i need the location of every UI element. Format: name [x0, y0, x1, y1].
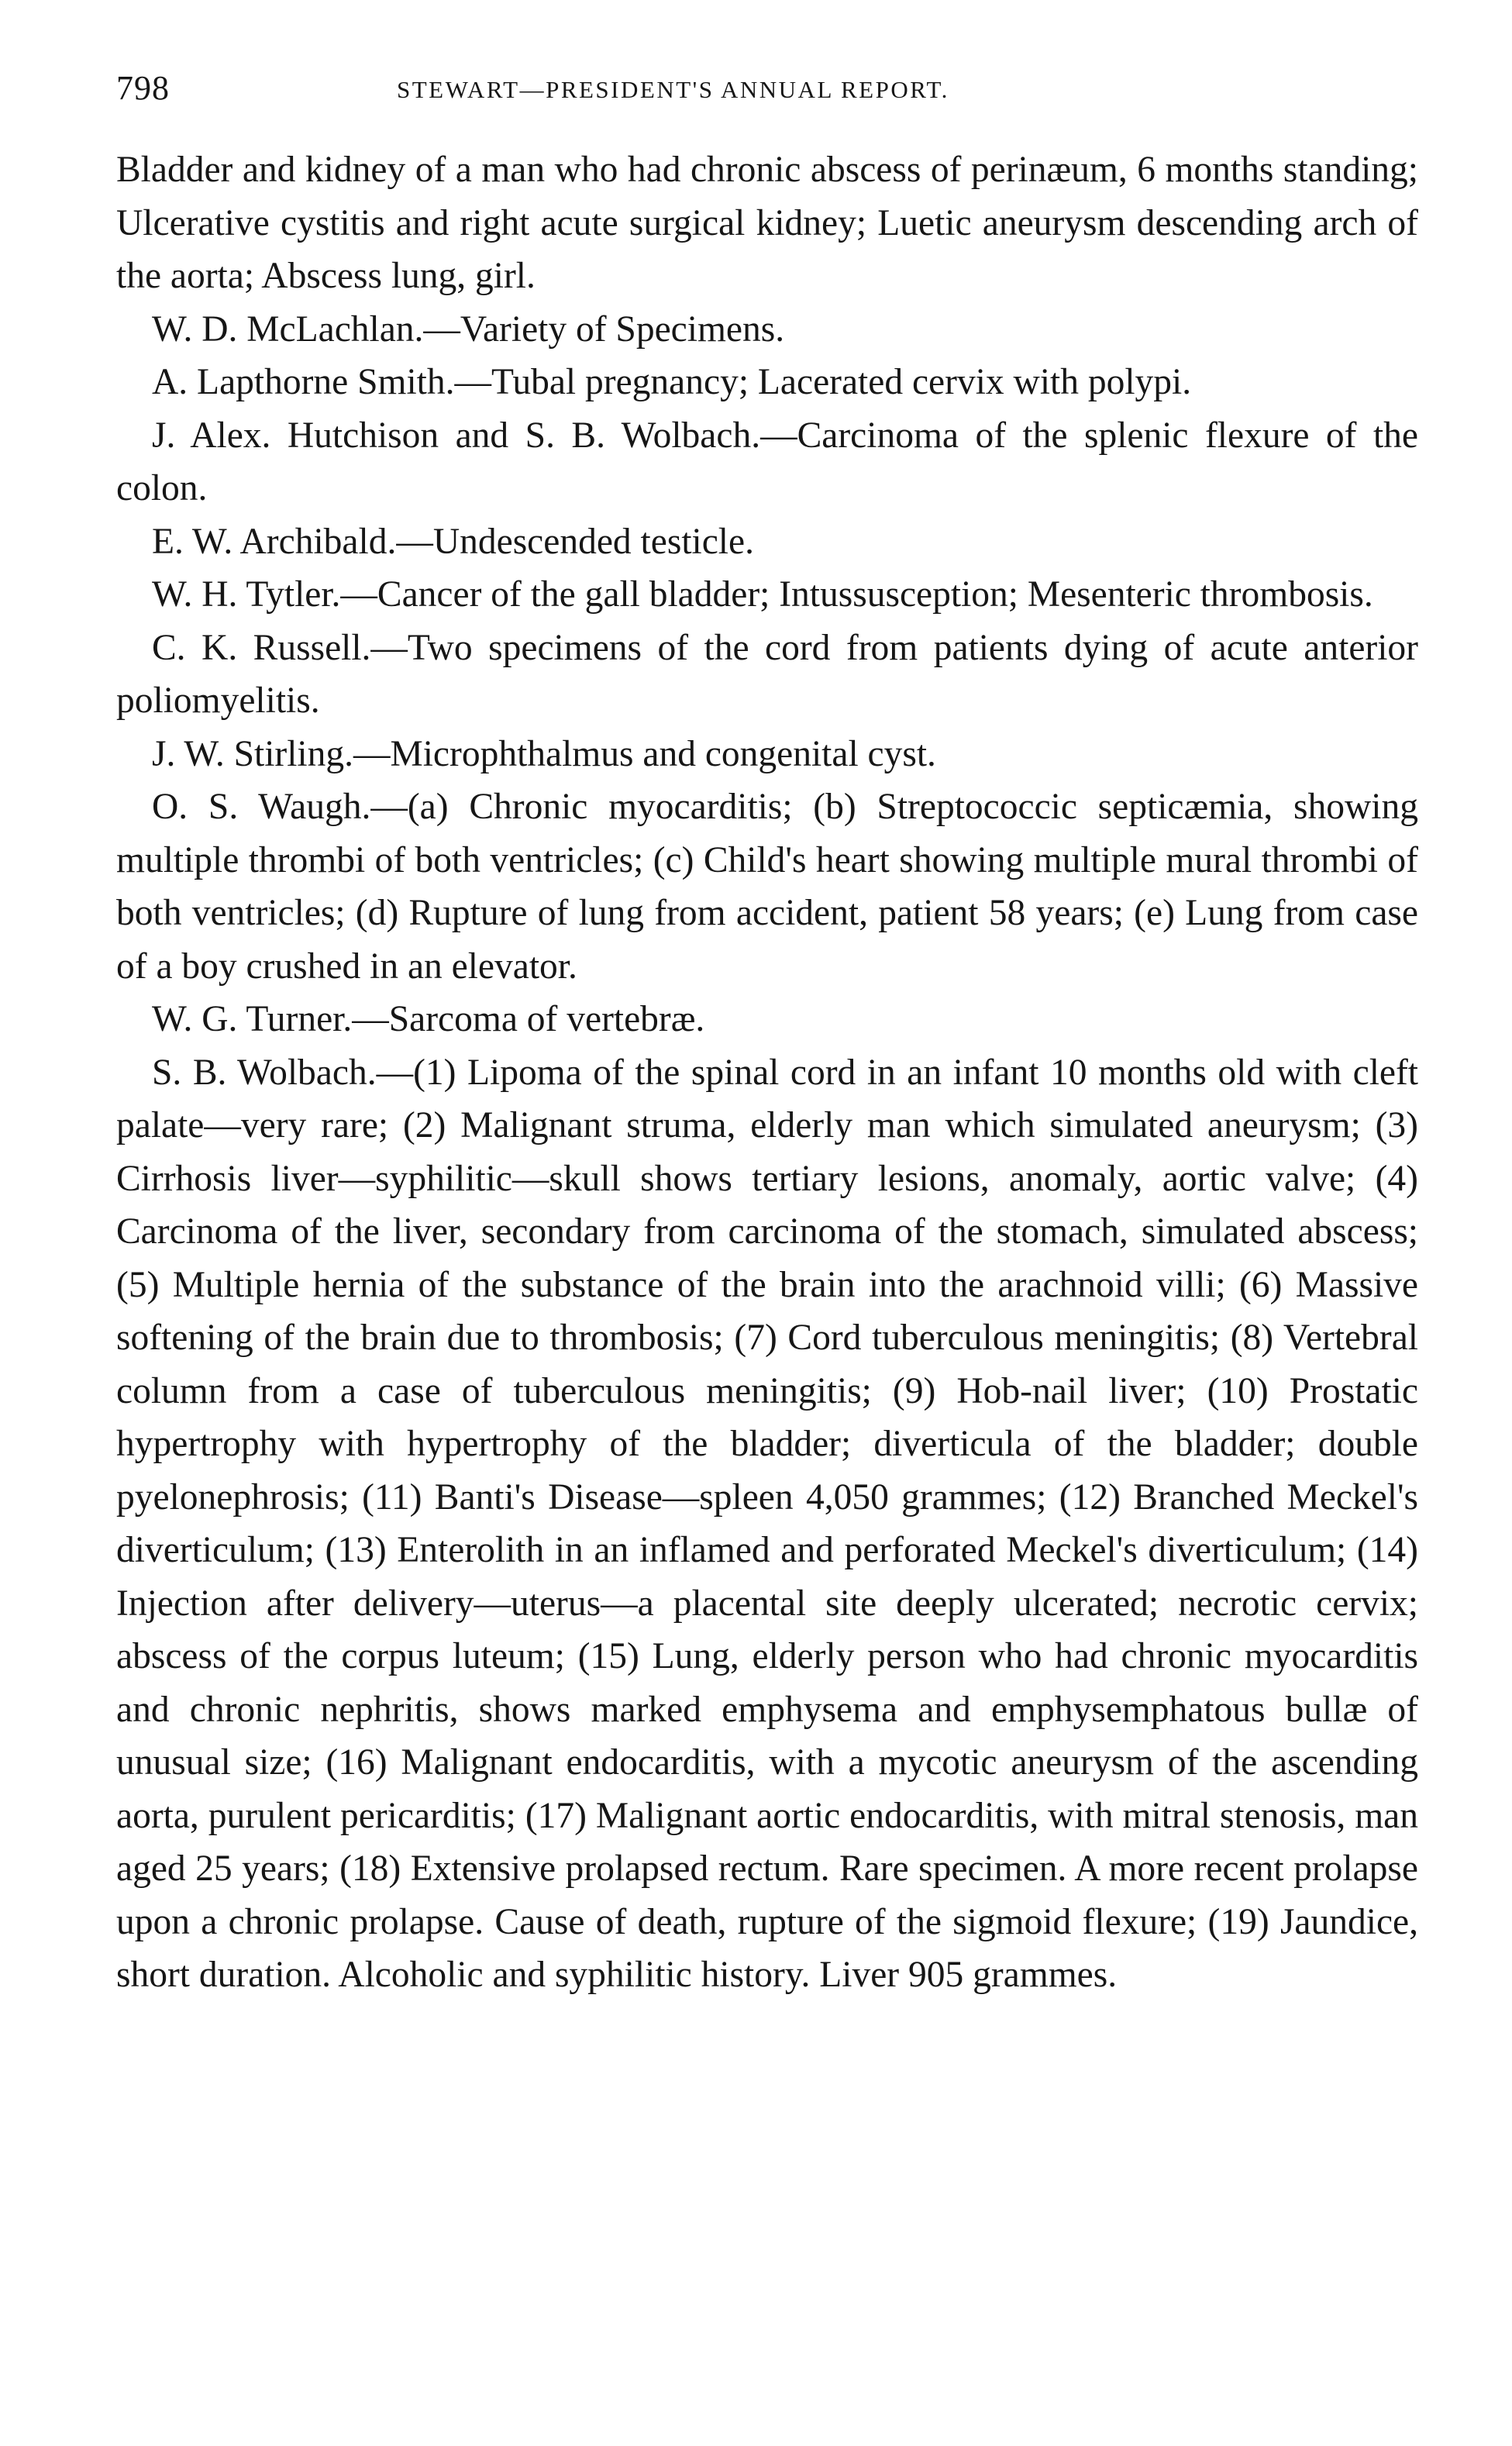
paragraph-mclachlan: W. D. McLachlan.—Variety of Specimens. [152, 308, 785, 350]
paragraph-russell: C. K. Russell.—Two specimens of the cord from patients dying of acute anterior poliomyelitis. [116, 627, 1418, 721]
paragraph-stirling: J. W. Stirling.—Microphthalmus and congenital cyst. [152, 733, 936, 774]
paragraph-wolbach: S. B. Wolbach.—(1) Lipoma of the spinal cord in an infant 10 months old with cleft palate—very rare; (2) Malignant struma, elderly man which simulated aneurysm; (3) Cirrhosis liver—syphilitic—skull shows tertiary lesions, anomaly, aortic valve; (4) Carcinoma of the liver, secondary from carcinoma of the stomach, simulated abscess; (5) Multiple hernia of the substance of the brain into the arachnoid villi; (6) Massive softening of the brain due to thrombosis; (7) Cord tuberculous meningitis; (8) Vertebral column from a case of tuberculous meningitis; (9) Hob-nail liver; (10) Prostatic hypertrophy with hypertrophy of the bladder; diverticula of the bladder; double pyelonephrosis; (11) Banti's Disease—spleen 4,050 grammes; (12) Branched Meckel's diverticulum; (13) Enterolith in an inflamed and perforated Meckel's diverticulum; (14) Injection after delivery—uterus—a placental site deeply ulcerated; necrotic cervix; abscess of the corpus luteum; (15) Lung, elderly person who had chronic myocarditis and chronic nephritis, shows marked emphysema and emphysemphatous bullæ of unusual size; (16) Malignant endocarditis, with a mycotic aneurysm of the ascending aorta, purulent pericarditis; (17) Malignant aortic endocarditis, with mitral stenosis, man aged 25 years; (18) Extensive prolapsed rectum. Rare specimen. A more recent prolapse upon a chronic prolapse. Cause of death, rupture of the sigmoid flexure; (19) Jaundice, short duration. Alcoholic and syphilitic history. Liver 905 grammes. [116, 1052, 1418, 1995]
paragraph-turner: W. G. Turner.—Sarcoma of vertebræ. [152, 999, 705, 1039]
page-header [116, 68, 1418, 115]
running-head: STEWART—PRESIDENT'S ANNUAL REPORT. [397, 76, 949, 103]
paragraph-waugh: O. S. Waugh.—(a) Chronic myocarditis; (b) Streptococcic septicæmia, showing multiple thrombi of both ventricles; (c) Child's heart showing multiple mural thrombi of both ventricles; (d) Rupture of lung from accident, patient 58 years; (e) Lung from case of a boy crushed in an elevator. [116, 787, 1418, 987]
paragraph-bladder-kidney: Bladder and kidney of a man who had chronic abscess of perinæum, 6 months standing; Ulcerative cystitis and right acute surgical kidney; Luetic aneurysm descending arch of the aorta; Abscess lung, girl. [116, 150, 1418, 296]
body-text [116, 143, 1418, 2002]
page-number: 798 [116, 69, 170, 107]
paragraph-lapthorne-smith: A. Lapthorne Smith.—Tubal pregnancy; Lacerated cervix with polypi. [152, 362, 1192, 402]
paragraph-hutchison-wolbach: J. Alex. Hutchison and S. B. Wolbach.—Carcinoma of the splenic flexure of the colon. [116, 415, 1418, 508]
paragraph-tytler: W. H. Tytler.—Cancer of the gall bladder; Intussusception; Mesenteric thrombosis. [152, 574, 1373, 615]
paragraph-archibald: E. W. Archibald.—Undescended testicle. [152, 521, 754, 562]
